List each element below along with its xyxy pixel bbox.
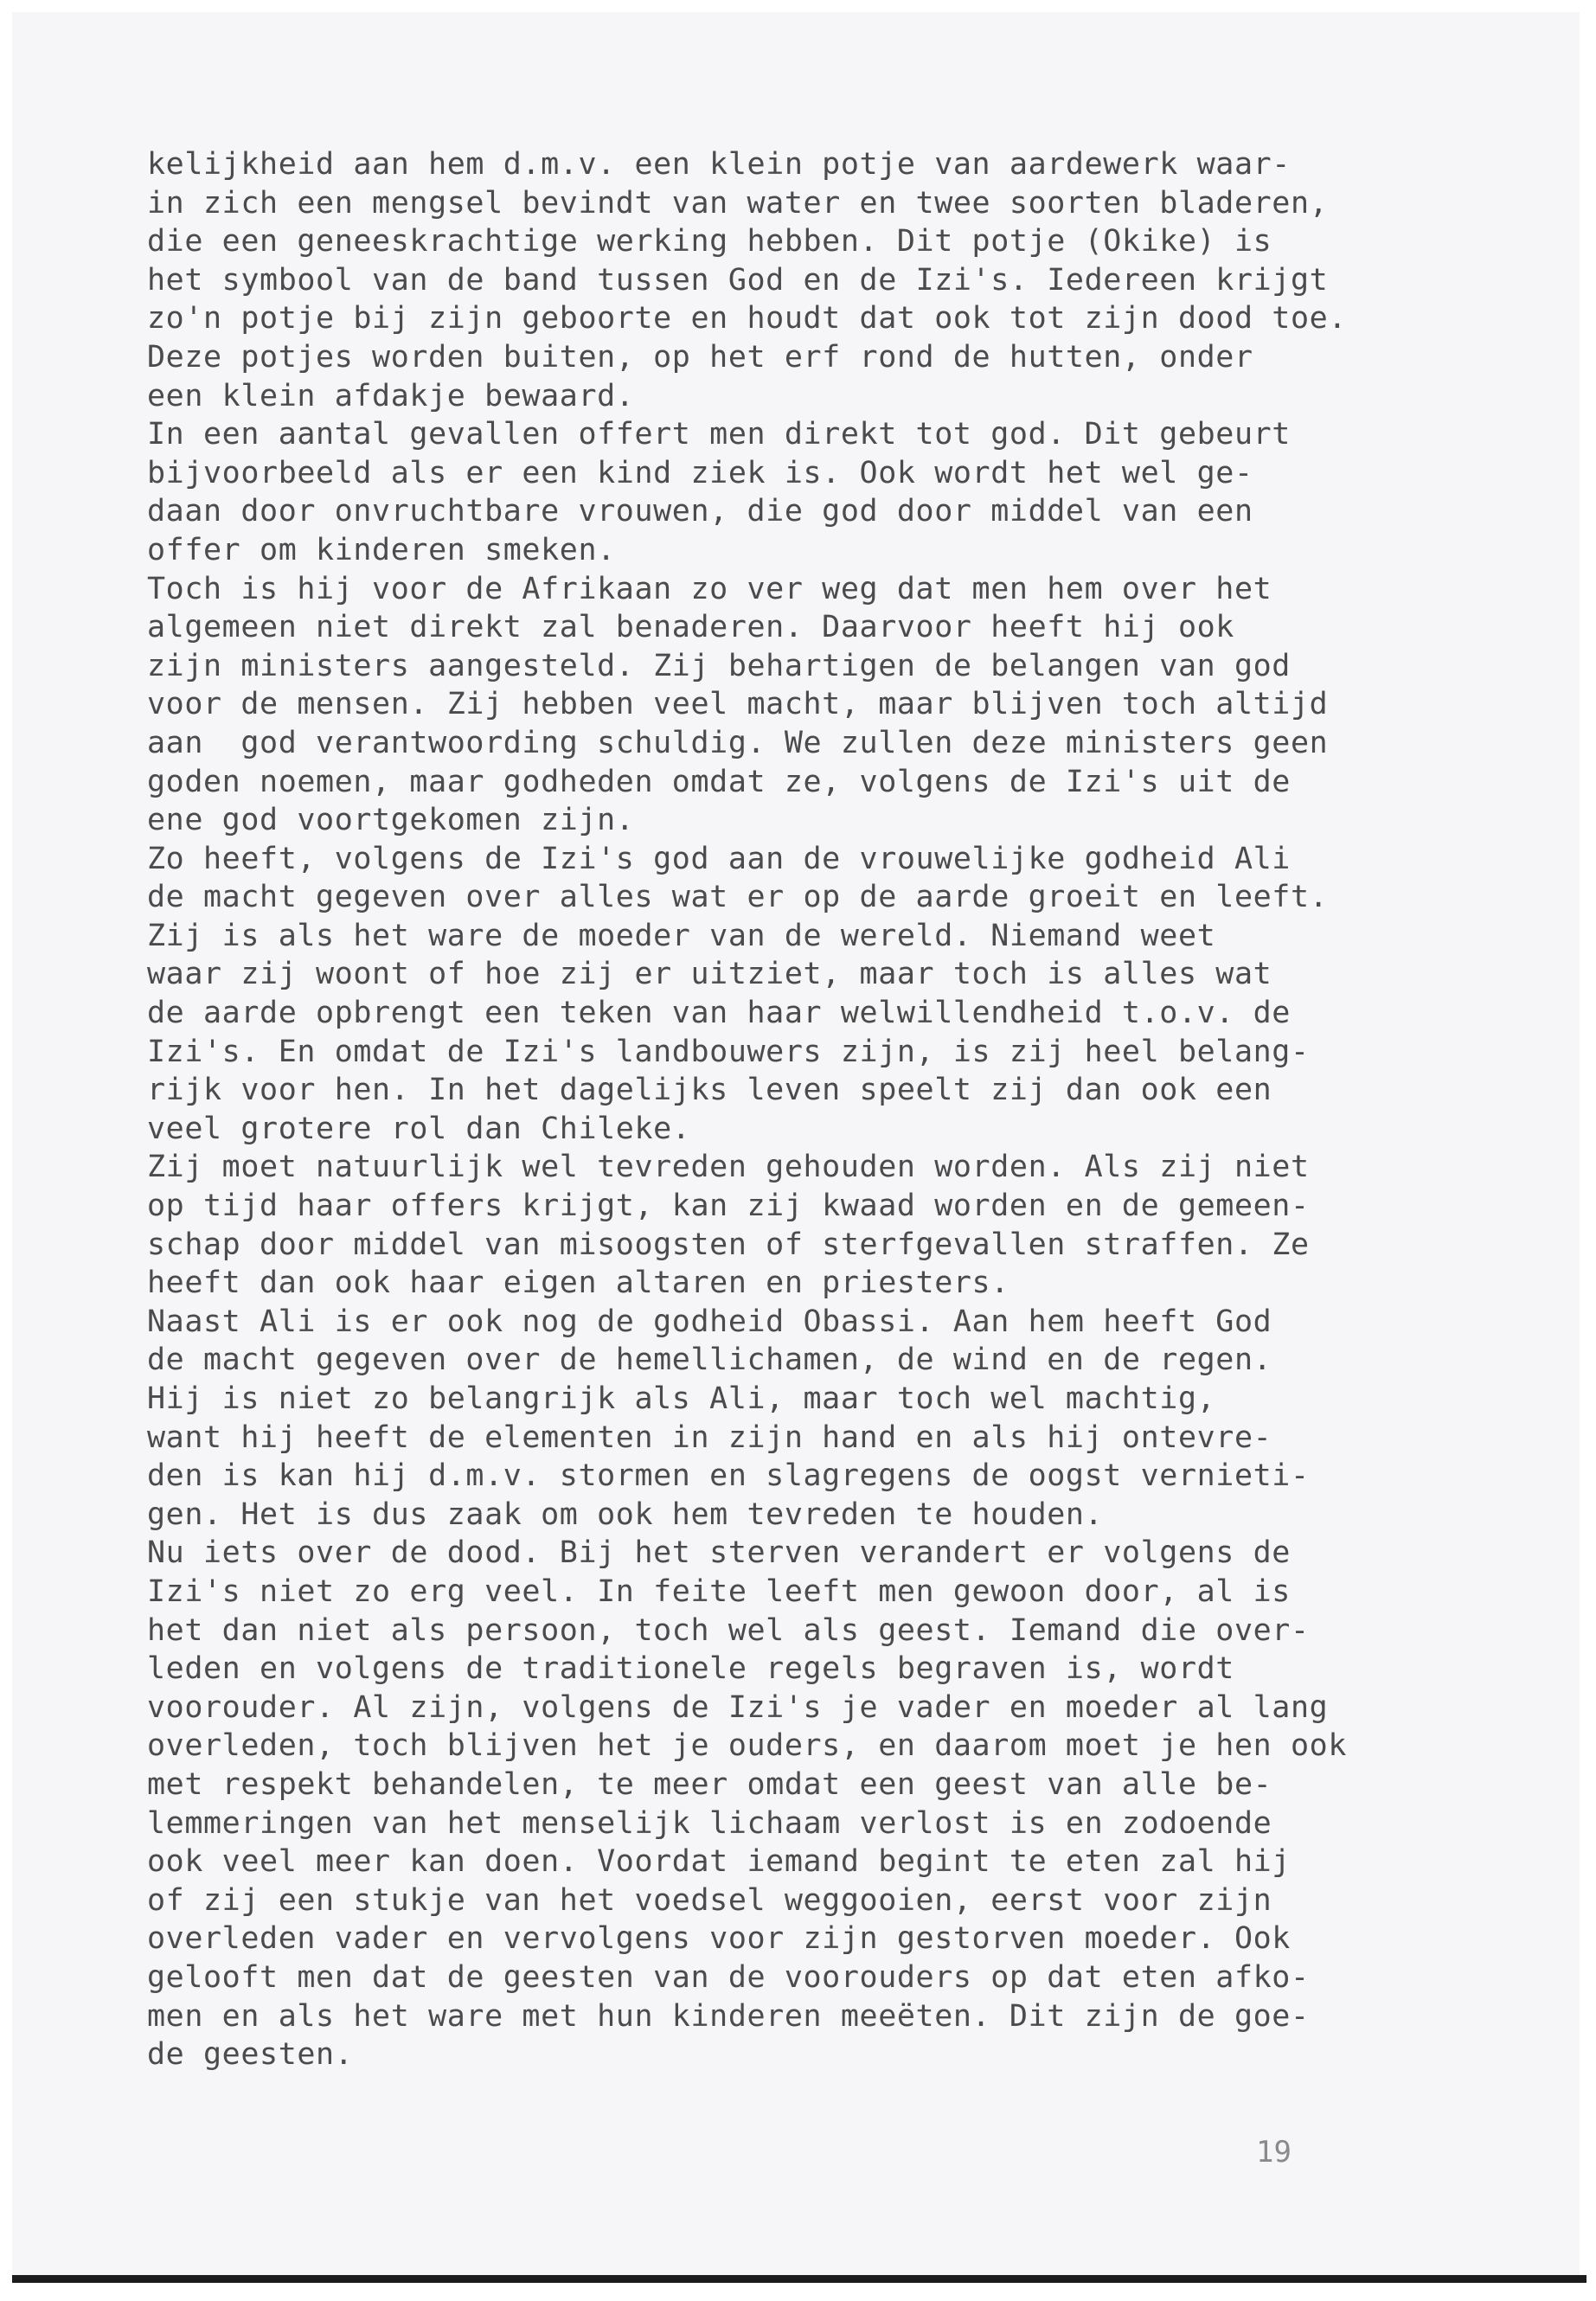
text-line: voor de mensen. Zij hebben veel macht, maar blijven toch altijd [147, 687, 1329, 722]
text-line: overleden vader en vervolgens voor zijn gestorven moeder. Ook [147, 1921, 1291, 1957]
text-line: die een geneeskrachtige werking hebben. Dit potje (Okike) is [147, 224, 1272, 260]
text-line: of zij een stukje van het voedsel weggooien, eerst voor zijn [147, 1882, 1272, 1918]
text-line: rijk voor hen. In het dagelijks leven speelt zij dan ook een [147, 1073, 1272, 1108]
text-line: algemeen niet direkt zal benaderen. Daarvoor heeft hij ook [147, 610, 1234, 645]
text-line: de macht gegeven over de hemellichamen, de wind en de regen. [147, 1343, 1272, 1378]
text-line: offer om kinderen smeken. [147, 532, 616, 567]
text-line: veel grotere rol dan Chileke. [147, 1111, 691, 1146]
body-text [147, 145, 1497, 2074]
text-line: de macht gegeven over alles wat er op de aarde groeit en leeft. [147, 880, 1329, 915]
text-line: goden noemen, maar godheden omdat ze, volgens de Izi's uit de [147, 764, 1291, 799]
text-line: den is kan hij d.m.v. stormen en slagregens de oogst vernieti- [147, 1458, 1310, 1494]
text-line: Toch is hij voor de Afrikaan zo ver weg dat men hem over het [147, 571, 1272, 606]
text-line: waar zij woont of hoe zij er uitziet, maar toch is alles wat [147, 957, 1272, 992]
text-line: het symbool van de band tussen God en de Izi's. Iedereen krijgt [147, 262, 1329, 298]
text-line: gen. Het is dus zaak om ook hem tevreden te houden. [147, 1497, 1104, 1532]
text-line: want hij heeft de elementen in zijn hand en als hij ontevre- [147, 1420, 1272, 1455]
text-line: zo'n potje bij zijn geboorte en houdt dat ook tot zijn dood toe. [147, 301, 1347, 336]
text-line: heeft dan ook haar eigen altaren en priesters. [147, 1266, 1010, 1301]
text-line: zijn ministers aangesteld. Zij behartigen de belangen van god [147, 648, 1291, 683]
text-line: aan god verantwoording schuldig. We zullen deze ministers geen [147, 725, 1329, 760]
text-line: overleden, toch blijven het je ouders, en daarom moet je hen ook [147, 1728, 1347, 1764]
text-line: men en als het ware met hun kinderen meeëten. Dit zijn de goe- [147, 1998, 1310, 2034]
text-line: daan door onvruchtbare vrouwen, die god door middel van een [147, 494, 1253, 529]
text-line: Deze potjes worden buiten, op het erf rond de hutten, onder [147, 339, 1253, 375]
text-line: ene god voortgekomen zijn. [147, 803, 635, 838]
text-line: In een aantal gevallen offert men direkt tot god. Dit gebeurt [147, 417, 1291, 452]
text-line: lemmeringen van het menselijk lichaam verlost is en zodoende [147, 1805, 1272, 1841]
text-line: Naast Ali is er ook nog de godheid Obassi. Aan hem heeft God [147, 1304, 1272, 1339]
text-line: de aarde opbrengt een teken van haar welwillendheid t.o.v. de [147, 996, 1291, 1031]
text-line: bijvoorbeeld als er een kind ziek is. Ook wordt het wel ge- [147, 455, 1253, 490]
text-line: de geesten. [147, 2037, 354, 2073]
text-line: Hij is niet zo belangrijk als Ali, maar toch wel machtig, [147, 1381, 1216, 1416]
text-line: het dan niet als persoon, toch wel als geest. Iemand die over- [147, 1612, 1310, 1648]
text-line: Zij moet natuurlijk wel tevreden gehouden worden. Als zij niet [147, 1150, 1310, 1185]
text-line: Zo heeft, volgens de Izi's god aan de vrouwelijke godheid Ali [147, 841, 1291, 876]
text-line: voorouder. Al zijn, volgens de Izi's je vader en moeder al lang [147, 1689, 1329, 1725]
text-line: op tijd haar offers krijgt, kan zij kwaad worden en de gemeen- [147, 1189, 1310, 1224]
text-line: Nu iets over de dood. Bij het sterven verandert er volgens de [147, 1535, 1291, 1571]
text-line: leden en volgens de traditionele regels begraven is, wordt [147, 1651, 1234, 1687]
text-line: gelooft men dat de geesten van de voorouders op dat eten afko- [147, 1959, 1310, 1995]
text-line: in zich een mengsel bevindt van water en twee soorten bladeren, [147, 185, 1329, 221]
text-line: Izi's niet zo erg veel. In feite leeft men gewoon door, al is [147, 1574, 1291, 1609]
text-line: kelijkheid aan hem d.m.v. een klein potje van aardewerk waar- [147, 147, 1291, 182]
text-line: met respekt behandelen, te meer omdat een geest van alle be- [147, 1766, 1272, 1802]
bottom-edge-rule [12, 2275, 1586, 2283]
text-line: Zij is als het ware de moeder van de wereld. Niemand weet [147, 918, 1216, 953]
text-line: ook veel meer kan doen. Voordat iemand begint te eten zal hij [147, 1844, 1291, 1880]
page-number: 19 [1256, 2135, 1292, 2170]
text-line: Izi's. En omdat de Izi's landbouwers zijn, is zij heel belang- [147, 1034, 1310, 1069]
text-line: een klein afdakje bewaard. [147, 378, 635, 413]
text-line: schap door middel van misoogsten of sterfgevallen straffen. Ze [147, 1227, 1310, 1262]
